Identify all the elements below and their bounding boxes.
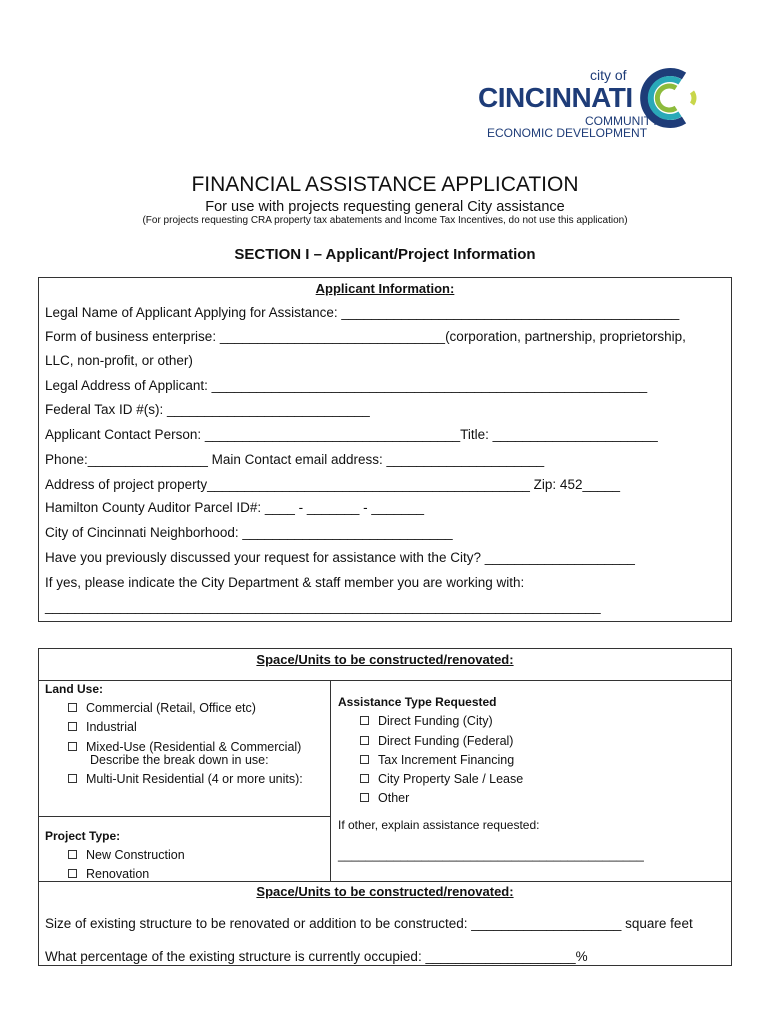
assistance-type-label: Assistance Type Requested (338, 695, 497, 709)
land-use-mixed[interactable] (68, 740, 301, 754)
project-type-label: Project Type: (45, 829, 121, 843)
checkbox[interactable] (68, 722, 77, 731)
legal-address-field[interactable]: Legal Address of Applicant: __________________________________________________________ (45, 378, 648, 393)
federal-tax-id-field[interactable]: Federal Tax ID #(s): ___________________________ (45, 402, 370, 417)
occupied-percentage-field[interactable]: What percentage of the existing structure is currently occupied: ____________________% (45, 949, 588, 964)
space-units-title: Space/Units to be constructed/renovated: (256, 652, 514, 667)
land-use-multi-unit[interactable] (68, 772, 303, 786)
checkbox[interactable] (68, 774, 77, 783)
assistance-other[interactable] (360, 791, 409, 805)
form-title: FINANCIAL ASSISTANCE APPLICATION (191, 173, 579, 196)
staff-member-field[interactable]: __________________________________________________________________________ (45, 599, 601, 614)
assistance-direct-federal[interactable] (360, 734, 513, 748)
project-type-new[interactable] (68, 848, 185, 862)
land-use-label: Land Use: (45, 682, 104, 696)
logo-c-swirl-icon (632, 62, 702, 132)
previous-discussion-field[interactable]: Have you previously discussed your request for assistance with the City? ____________________ (45, 550, 635, 565)
logo-line2: ECONOMIC DEVELOPMENT (487, 126, 648, 140)
form-subtitle: For use with projects requesting general City assistance (205, 199, 565, 215)
assistance-direct-city[interactable] (360, 714, 493, 728)
option-label: Industrial (86, 720, 137, 734)
checkbox[interactable] (68, 742, 77, 751)
structure-size-field[interactable]: Size of existing structure to be renovated or addition to be constructed: ____________________ square feet (45, 916, 693, 931)
land-use-commercial[interactable] (68, 701, 256, 715)
other-explain-field[interactable]: ____________________________________________ (338, 848, 644, 862)
section1-heading: SECTION I – Applicant/Project Information (234, 246, 536, 263)
phone-email-field[interactable]: Phone:________________ Main Contact email address: _____________________ (45, 452, 545, 467)
option-label: City Property Sale / Lease (378, 772, 524, 786)
legal-name-field[interactable]: Legal Name of Applicant Applying for Assistance: _____________________________________________ (45, 305, 680, 320)
checkbox[interactable] (68, 869, 77, 878)
logo-cincinnati: CINCINNATI (478, 82, 633, 113)
other-explain-label: If other, explain assistance requested: (338, 818, 540, 832)
grid-line-left-mid (38, 816, 330, 817)
option-label: Direct Funding (City) (378, 714, 493, 728)
assistance-tif[interactable] (360, 753, 514, 767)
checkbox[interactable] (360, 736, 369, 745)
project-type-renovation[interactable] (68, 867, 149, 881)
checkbox[interactable] (360, 774, 369, 783)
business-form-field[interactable]: Form of business enterprise: ______________________________(corporation, partnership, proprietorship, (45, 329, 686, 344)
staff-member-label: If yes, please indicate the City Department & staff member you are working with: (45, 575, 525, 590)
option-label: Tax Increment Financing (378, 753, 515, 767)
business-form-options: LLC, non-profit, or other) (45, 353, 193, 368)
form-note: (For projects requesting CRA property tax abatements and Income Tax Incentives, do not use this application) (142, 215, 628, 226)
option-label: Multi-Unit Residential (4 or more units): (86, 772, 303, 786)
applicant-info-title: Applicant Information: (315, 281, 455, 296)
assistance-property-sale[interactable] (360, 772, 523, 786)
option-label: Renovation (86, 867, 150, 881)
grid-line-vertical (330, 680, 331, 881)
option-label: New Construction (86, 848, 185, 862)
parcel-id-field[interactable]: Hamilton County Auditor Parcel ID#: ____ - _______ - _______ (45, 500, 424, 515)
logo-line1: COMMUNITY & (585, 114, 671, 128)
contact-person-field[interactable]: Applicant Contact Person: __________________________________Title: ______________________ (45, 427, 658, 442)
mixed-use-describe: Describe the break down in use: (90, 753, 269, 767)
checkbox[interactable] (68, 850, 77, 859)
option-label: Direct Funding (Federal) (378, 734, 514, 748)
neighborhood-field[interactable]: City of Cincinnati Neighborhood: ____________________________ (45, 525, 453, 540)
option-label: Other (378, 791, 410, 805)
project-address-field[interactable]: Address of project property___________________________________________ Zip: 452_____ (45, 477, 620, 492)
grid-line-bottom (38, 881, 732, 882)
land-use-industrial[interactable] (68, 720, 137, 734)
checkbox[interactable] (360, 755, 369, 764)
checkbox[interactable] (360, 716, 369, 725)
checkbox[interactable] (68, 703, 77, 712)
grid-line-top (38, 680, 732, 681)
checkbox[interactable] (360, 793, 369, 802)
space-units-title-2: Space/Units to be constructed/renovated: (256, 884, 514, 899)
option-label: Commercial (Retail, Office etc) (86, 701, 256, 715)
option-label: Mixed-Use (Residential & Commercial) (86, 740, 302, 754)
logo-city-of: city of (590, 67, 627, 83)
